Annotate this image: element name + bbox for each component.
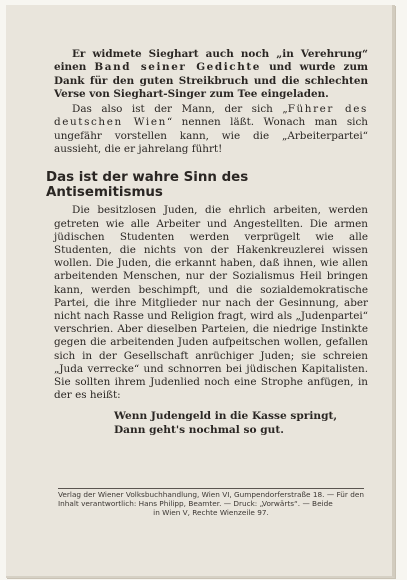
imprint-location: in Wien V, Rechte Wienzeile 97. <box>153 507 269 517</box>
intro-spaced-phrase: Band seiner Gedichte <box>94 61 261 74</box>
intro-text-start: Er widmete Sieghart auch noch „in Verehrung“ einen <box>54 48 368 74</box>
second-text-start: Das also ist der Mann, der sich „ <box>72 103 288 116</box>
verse-block <box>114 410 368 437</box>
section-heading: Das ist der wahre Sinn des Antisemitismus <box>46 170 249 201</box>
verse-line-2: Dann geht's nochmal so gut. <box>114 423 284 436</box>
intro-paragraph <box>54 48 368 101</box>
imprint-text: Verlag der Wiener Volksbuchhandlung, Wien VI, Gumpendorferstraße 18. — Für den Inhalt verantwortlich: Hans Philipp, Beamter. — Druck: „Vorwärts“. — Beide <box>58 490 364 508</box>
page-content <box>46 48 368 437</box>
body-paragraph: Die besitzlosen Juden, die ehrlich arbeiten, werden getreten wie alle Arbeiter und Angestellten. Die armen jüdischen Studenten werden verprügelt wie alle Studenten, die nichts von der Hakenkreuzlerei wissen wollen. Die Juden, die erkannt haben, daß ihnen, wie allen arbeitenden Menschen, nur der Sozialismus Heil bringen kann, werden beschimpft, und die sozialdemokratische Partei, die ihre Mitglieder nur nach der Gesinnung, aber nicht nach Rasse und Religion fragt, wird als „Judenpartei“ verschrien. Aber dieselben Parteien, die niedrige Instinkte gegen die arbeitenden Juden aufpeitschen wollen, gefallen sich in der Gesellschaft anrüchiger Juden; sie schreien „Juda verrecke“ und schnorren bei jüdischen Kapitalisten. Sie sollten ihrem Judenlied noch eine Strophe anfügen, in der es heißt: <box>54 204 368 402</box>
intro-text-end: und wurde zum Dank für den guten Streikbruch und die schlechten Verse von Sieghart-Singer zum Tee eingeladen. <box>54 61 368 100</box>
imprint-footer <box>58 488 364 517</box>
second-spaced-phrase: Führer des deutschen Wien <box>54 103 368 129</box>
second-text-end: “ nennen läßt. Wonach man sich ungefähr vorstellen kann, wie die „Arbeiterpartei“ aussieht, die er jahrelang führt! <box>54 116 368 156</box>
verse-line-1: Wenn Judengeld in die Kasse springt, <box>114 410 338 423</box>
second-paragraph <box>54 103 368 156</box>
